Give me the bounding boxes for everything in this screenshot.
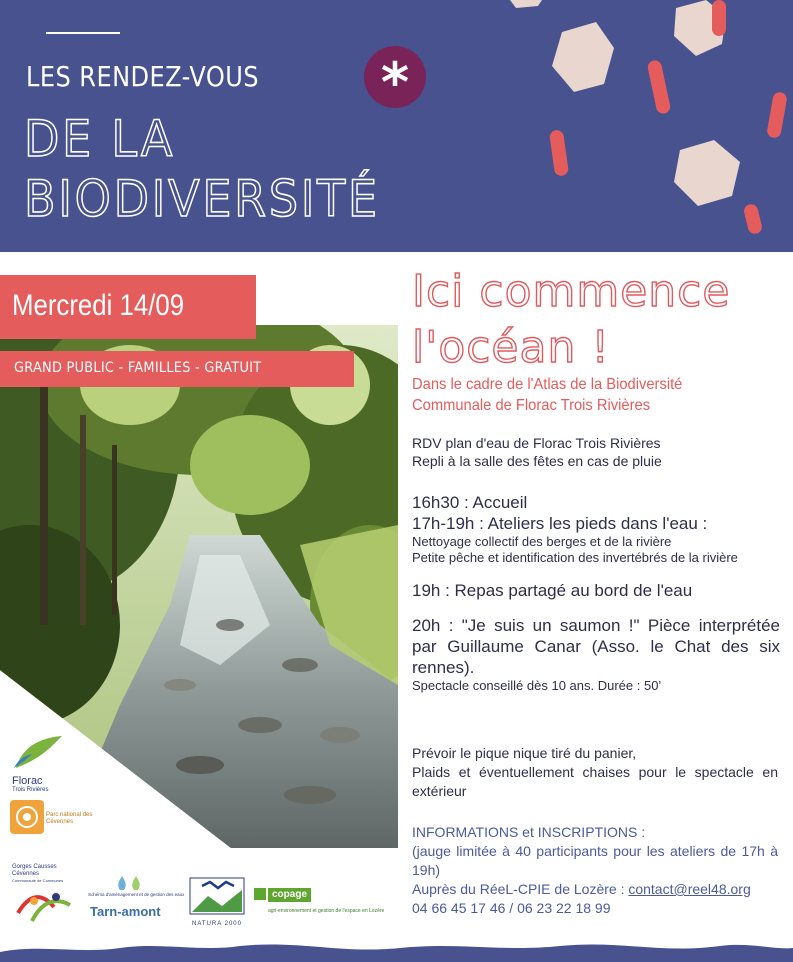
context-line1: Dans le cadre de l'Atlas de la Biodiversité xyxy=(412,376,683,393)
natura-name: NATURA 2000 xyxy=(192,921,242,927)
event-title-line1: Ici commence xyxy=(412,266,731,317)
spiral-icon xyxy=(10,800,44,834)
asterisk-badge-icon: * xyxy=(364,46,426,108)
event-title-line2: l'océan ! xyxy=(412,322,610,373)
event-title xyxy=(412,264,782,376)
venue-line1: RDV plan d'eau de Florac Trois Rivières xyxy=(412,435,661,451)
copage-logo xyxy=(254,888,400,922)
header-title-line2: BIODIVERSITÉ xyxy=(24,170,380,228)
florac-logo xyxy=(8,734,68,793)
leaf-icon xyxy=(8,734,64,770)
schedule-item-ateliers: 17h-19h : Ateliers les pieds dans l'eau : xyxy=(412,514,708,533)
date-ribbon xyxy=(0,275,256,339)
schedule-item-accueil: 16h30 : Accueil xyxy=(412,493,528,512)
contact-organizer xyxy=(412,880,778,899)
contact-heading: INFORMATIONS et INSCRIPTIONS : xyxy=(412,824,646,840)
event-context xyxy=(412,374,752,416)
copage-sub: agri-environnement et gestion de l'espace en Lozère xyxy=(268,908,385,914)
header-kicker: LES RENDEZ-VOUS xyxy=(26,60,260,93)
natura-2000-logo xyxy=(188,876,248,928)
people-icon xyxy=(12,883,76,927)
practical-info xyxy=(412,744,778,801)
tarn-amont-logo xyxy=(88,876,186,926)
schedule-detail: Petite pêche et identification des invertébrés de la rivière xyxy=(412,550,738,565)
practical-line1: Prévoir le pique nique tiré du panier, xyxy=(412,745,637,761)
birds-icon xyxy=(188,876,246,916)
parc-national-logo xyxy=(10,800,100,844)
schedule-detail: Spectacle conseillé dès 10 ans. Durée : 50’ xyxy=(412,678,662,693)
contact-email-link[interactable]: contact@reel48.org xyxy=(628,881,751,897)
contact-note: (jauge limitée à 40 participants pour les ateliers de 17h à 19h) xyxy=(412,843,778,878)
bottom-wave xyxy=(0,940,793,962)
event-date: Mercredi 14/09 xyxy=(12,289,185,322)
copage-square-icon xyxy=(254,888,266,900)
contact-block xyxy=(412,823,778,918)
gorges-text: Gorges Causses Cévennes xyxy=(12,864,57,877)
contact-phones: 04 66 45 17 46 / 06 23 22 18 99 xyxy=(412,900,611,916)
schedule-detail: Nettoyage collectif des berges et de la rivière xyxy=(412,534,672,549)
gorges-causses-logo xyxy=(12,864,82,924)
audience-ribbon xyxy=(0,351,354,387)
header-banner xyxy=(0,0,793,252)
event-venue xyxy=(412,434,782,470)
header-title-line1: DE LA xyxy=(24,110,176,168)
contact-org-prefix: Auprès du RéeL-CPIE de Lozère : xyxy=(412,881,629,897)
event-schedule xyxy=(412,492,780,694)
florac-name: Florac xyxy=(12,775,43,787)
context-line2: Communale de Florac Trois Rivières xyxy=(412,397,651,414)
gorges-sub: Communauté de Communes xyxy=(12,878,64,883)
practical-line2: Plaids et éventuellement chaises pour le spectacle en extérieur xyxy=(412,764,778,799)
venue-line2: Repli à la salle des fêtes en cas de pluie xyxy=(412,453,662,469)
tarn-amont-name: Tarn-amont xyxy=(90,904,161,919)
schedule-item-spectacle: 20h : "Je suis un saumon !" Pièce interprétée par Guillaume Canar (Asso. le Chat des six rennes). xyxy=(412,616,780,677)
florac-sub: Trois Rivières xyxy=(12,787,49,793)
water-drop-icon xyxy=(114,876,144,892)
schedule-item-repas: 19h : Repas partagé au bord de l'eau xyxy=(412,581,693,600)
copage-name: copage xyxy=(268,888,311,902)
audience-label: GRAND PUBLIC - FAMILLES - GRATUIT xyxy=(14,360,262,376)
tarn-small-text: Schéma d'aménagement et de gestion des eaux xyxy=(88,892,185,897)
header-divider xyxy=(46,32,120,34)
decorative-shapes xyxy=(500,0,793,252)
parc-national-text: Parc national des Cévennes xyxy=(46,812,93,825)
